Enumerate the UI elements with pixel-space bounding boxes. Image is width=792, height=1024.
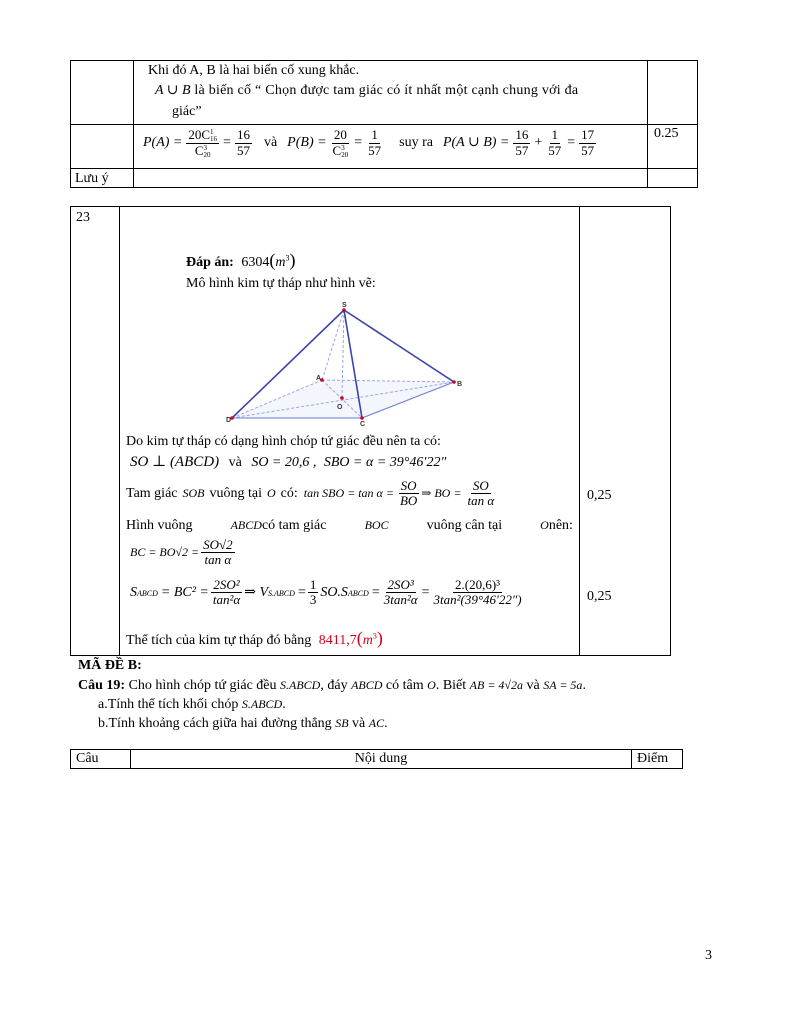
math-expr: 2SO²	[213, 577, 240, 592]
text-line: giác”	[172, 104, 202, 119]
math-expr: =	[223, 135, 231, 151]
text-fragment: , đáy	[320, 678, 348, 693]
math-expr: AB = 4√2a	[469, 678, 523, 692]
text-fragment: Thể tích của kim tự tháp đó bằng	[126, 633, 312, 648]
text-line: Do kim tự tháp có dạng hình chóp tứ giác đều nên ta có:	[126, 434, 441, 449]
text-fragment: và	[228, 455, 242, 470]
label-s: S	[342, 302, 347, 309]
text-fragment: nên:	[548, 518, 573, 533]
question-label: Câu 19:	[78, 678, 126, 693]
text-line	[155, 83, 578, 99]
math-expr: BO	[399, 493, 418, 509]
math-sub: ABCD	[347, 588, 369, 598]
score-cell: 0,25	[587, 589, 612, 604]
math-unit: m	[362, 633, 373, 648]
math-expr: S	[130, 585, 137, 601]
label-d: D	[226, 417, 232, 424]
text-line: Khi đó A, B là hai biến cố xung khắc.	[148, 63, 360, 78]
math-expr: ABCD	[230, 518, 262, 532]
point-b	[452, 380, 456, 384]
math-expr: =	[354, 135, 363, 151]
math-line	[130, 454, 446, 471]
header-diem: Điểm	[637, 751, 669, 766]
text-fragment: có:	[280, 486, 298, 502]
math-expr: tan SBO = tan α =	[303, 486, 394, 501]
text-fragment: vuông cân tại	[426, 518, 503, 533]
math-expr: P(A ∪ B) =	[442, 135, 510, 151]
math-expr: 2.(20,6)³	[455, 577, 501, 592]
math-expr: SO = 20,6 ,	[251, 455, 317, 470]
math-expr: A ∪ B	[155, 83, 191, 98]
math-expr: 17	[581, 127, 595, 143]
math-expr: AC	[368, 716, 385, 730]
math-sup: 3	[285, 253, 290, 263]
header-noi-dung: Nội dung	[354, 751, 408, 766]
math-expr: S.ABCD	[241, 697, 283, 711]
text-fragment: và	[263, 135, 278, 151]
text-fragment: . Biết	[435, 678, 467, 693]
text-fragment: .	[582, 678, 586, 693]
fraction	[465, 479, 496, 509]
text-fragment: Cho hình chóp tứ giác đều	[128, 678, 277, 693]
text-fragment: vuông tại	[209, 486, 262, 502]
math-expr: 3tan²α	[383, 592, 418, 608]
fraction	[513, 128, 530, 158]
math-expr: = BC² =	[160, 585, 209, 601]
fraction	[366, 128, 383, 158]
fraction	[546, 128, 563, 158]
text-fragment: .	[384, 716, 388, 731]
math-expr: BC = BO√2 =	[130, 545, 200, 560]
math-expr: =	[567, 135, 576, 151]
section-title: MÃ ĐỀ B:	[78, 658, 142, 673]
text-fragment: có tâm	[385, 678, 424, 693]
probability-formula	[143, 128, 598, 159]
math-line	[126, 479, 498, 509]
math-expr: 1	[551, 127, 559, 143]
math-expr: O	[267, 486, 276, 501]
point-o	[340, 396, 344, 400]
math-sup: 3	[372, 631, 377, 641]
label-o: O	[337, 404, 343, 411]
math-expr: 57	[515, 142, 529, 158]
fraction	[382, 578, 420, 608]
fraction	[186, 128, 219, 159]
math-expr: 20	[333, 127, 347, 143]
fraction	[235, 128, 252, 158]
fraction	[308, 578, 319, 608]
math-sup: 3	[341, 143, 345, 152]
math-sup: 1	[210, 128, 214, 137]
math-expr: ⇒ V	[244, 585, 269, 601]
answer-value: 6304	[241, 255, 270, 270]
math-expr: 1	[371, 127, 378, 143]
math-sub: 16	[210, 135, 218, 144]
math-expr: SO√2	[203, 537, 233, 552]
math-expr: SB	[335, 716, 349, 730]
question-number: 23	[76, 210, 90, 225]
math-expr: =	[371, 585, 380, 601]
math-line	[130, 538, 237, 568]
math-expr: SO ⊥ (ABCD)	[130, 454, 220, 470]
label-b: B	[457, 381, 463, 388]
note-label: Lưu ý	[75, 171, 109, 186]
math-sub: ABCD	[137, 588, 158, 598]
math-expr: tan²α	[212, 592, 241, 608]
math-expr: O	[540, 518, 549, 532]
math-expr: 1	[309, 577, 317, 592]
math-expr: S.ABCD	[280, 678, 321, 692]
text-fragment: và	[526, 678, 540, 693]
header-cau: Câu	[76, 751, 99, 766]
math-expr: =	[421, 585, 430, 601]
math-sub: S.ABCD	[268, 588, 295, 598]
math-expr: 57	[581, 142, 595, 158]
text-fragment: .	[282, 697, 286, 712]
point-c	[360, 416, 364, 420]
math-expr: C	[332, 142, 342, 158]
score-cell: 0.25	[654, 126, 679, 141]
text-fragment: a.Tính thể tích khối chóp	[98, 697, 239, 712]
math-expr: SA = 5a	[543, 678, 583, 692]
math-expr: SBO = α = 39°46′22″	[323, 455, 447, 470]
math-expr: 3tan²(39°46′22″)	[433, 592, 522, 608]
fraction	[579, 128, 596, 158]
edge-sb	[344, 310, 454, 382]
math-unit: m	[275, 255, 286, 270]
math-expr: =	[297, 585, 306, 601]
math-expr: C	[194, 143, 204, 159]
math-expr: SO	[400, 478, 417, 493]
math-line	[126, 518, 573, 534]
math-line	[130, 578, 526, 608]
math-expr: 16	[236, 127, 250, 143]
math-sup: 3	[203, 144, 208, 153]
score-cell: 0,25	[587, 488, 612, 503]
answer-line: Đáp án: $6304(m^3)$	[186, 250, 296, 270]
math-expr: 3	[309, 592, 317, 608]
pyramid-figure	[224, 298, 468, 428]
math-expr: 20C	[188, 127, 211, 142]
fraction	[201, 538, 235, 568]
math-expr: 57	[368, 142, 382, 158]
text-fragment: là biến cố “ Chọn được tam giác có ít nhất một cạnh chung với đa	[190, 83, 579, 98]
math-expr: O	[427, 678, 436, 692]
math-expr: ⇒ BO =	[421, 486, 462, 501]
math-expr: BOC	[364, 518, 389, 533]
fraction	[398, 479, 419, 509]
conclusion-value: 8411,7	[318, 633, 357, 648]
math-sub: 20	[341, 150, 349, 159]
text-fragment: Hình vuông	[126, 518, 193, 533]
text-fragment: b.Tính khoảng cách giữa hai đường thẳng	[98, 716, 332, 731]
page-number: 3	[705, 948, 712, 963]
math-expr: tan α	[204, 552, 232, 568]
math-expr: 2SO³	[387, 577, 414, 592]
math-expr: SO.S	[320, 585, 348, 601]
text-fragment: suy ra	[399, 135, 433, 151]
text-line: Mô hình kim tự tháp như hình vẽ:	[186, 276, 376, 291]
math-expr: +	[534, 135, 543, 151]
math-expr: 57	[548, 142, 562, 158]
answer-label: Đáp án:	[186, 255, 234, 270]
math-expr: 57	[236, 142, 250, 158]
math-expr: SOB	[182, 486, 205, 501]
fraction	[431, 578, 523, 608]
label-c: C	[360, 421, 366, 428]
math-sub: 20	[203, 151, 211, 160]
fraction	[211, 578, 242, 608]
fraction	[331, 128, 351, 158]
conclusion-line: Thể tích của kim tự tháp đó bằng $8411,7(m^3)$	[126, 628, 383, 648]
math-expr: 16	[515, 127, 529, 143]
math-expr: SO	[472, 478, 489, 493]
math-expr: ABCD	[351, 678, 383, 692]
part-b	[98, 716, 388, 732]
question-line	[78, 678, 586, 694]
part-a	[98, 697, 286, 713]
math-expr: P(B) =	[287, 135, 327, 151]
label-a: A	[316, 375, 322, 382]
math-expr: P(A) =	[143, 135, 183, 151]
text-fragment: có tam giác	[261, 518, 327, 533]
text-fragment: và	[352, 716, 366, 731]
math-expr: tan α	[467, 493, 495, 509]
text-fragment: Tam giác	[126, 486, 178, 502]
